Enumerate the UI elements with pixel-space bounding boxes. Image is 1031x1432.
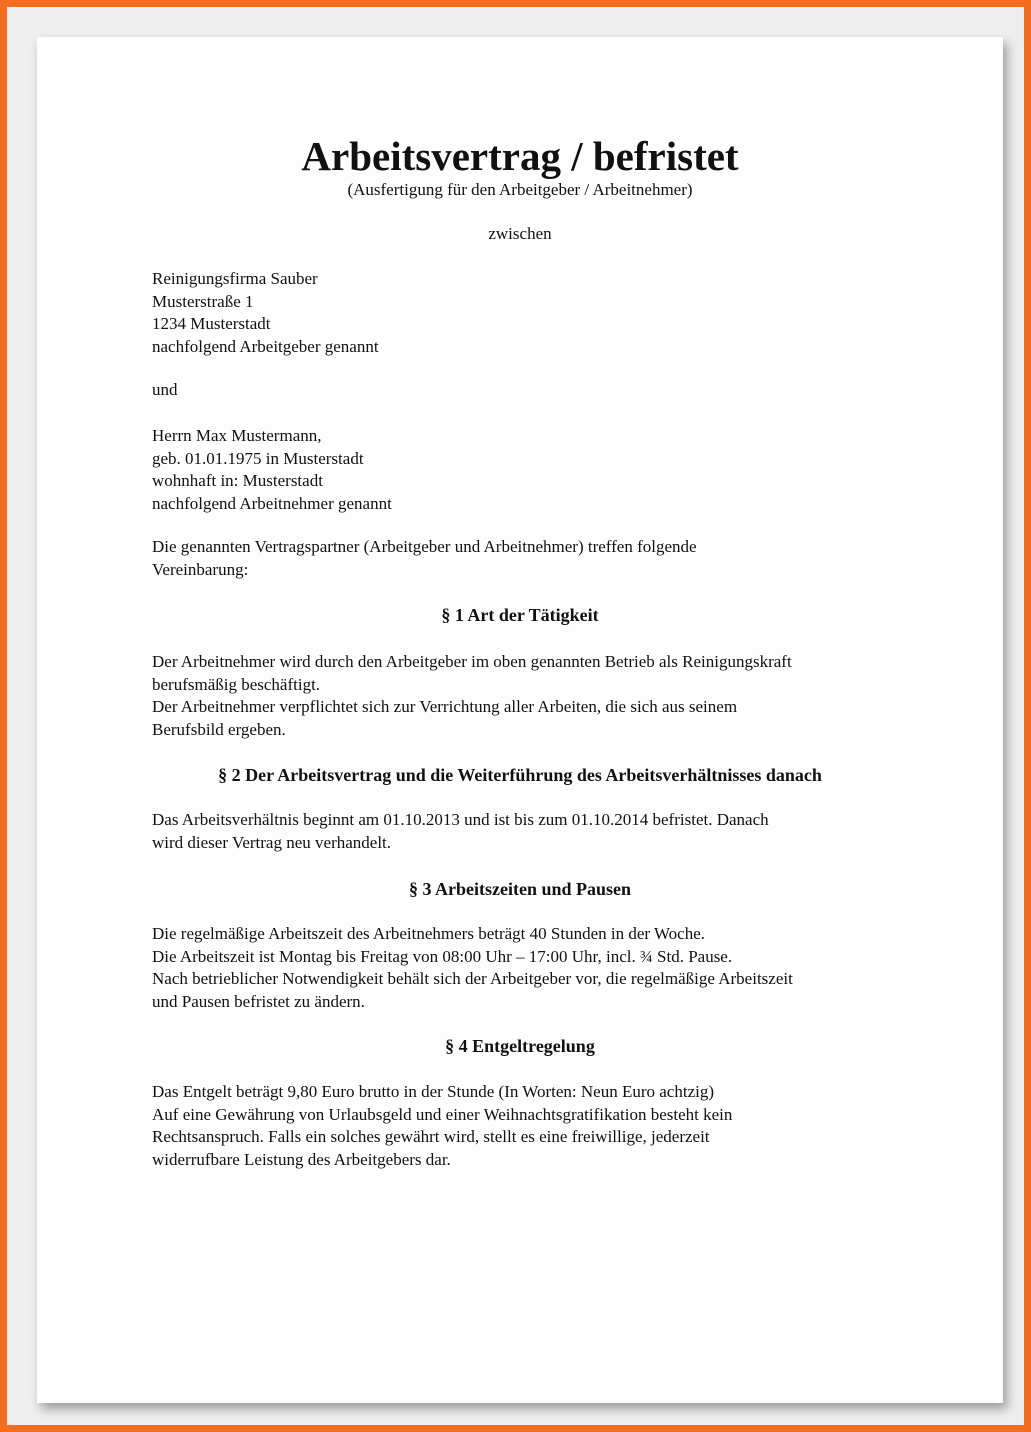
employee-block	[152, 425, 892, 515]
section-line: Das Entgelt beträgt 9,80 Euro brutto in der Stunde (In Worten: Neun Euro achtzig)	[152, 1082, 715, 1101]
document-page	[37, 37, 1003, 1403]
section-4-heading: § 4 Entgeltregelung	[445, 1036, 595, 1056]
section-line: Der Arbeitnehmer verpflichtet sich zur Verrichtung aller Arbeiten, die sich aus seinem	[152, 697, 738, 716]
section-line: Das Arbeitsverhältnis beginnt am 01.10.2013 und ist bis zum 01.10.2014 befristet. Danach	[152, 810, 769, 829]
employer-line: 1234 Musterstadt	[152, 314, 271, 333]
section-3-body	[152, 923, 892, 1013]
section-line: und Pausen befristet zu ändern.	[152, 991, 365, 1011]
employer-line: Reinigungsfirma Sauber	[152, 269, 318, 288]
section-line: Die Arbeitszeit ist Montag bis Freitag von 08:00 Uhr – 17:00 Uhr, incl. ¾ Std. Pause.	[152, 946, 733, 966]
intro-line: Vereinbarung:	[152, 559, 249, 579]
document-subtitle: (Ausfertigung für den Arbeitgeber / Arbeitnehmer)	[347, 180, 693, 199]
section-line: Rechtsanspruch. Falls ein solches gewährt wird, stellt es eine freiwillige, jederzeit	[152, 1127, 710, 1146]
employer-line: Musterstraße 1	[152, 291, 254, 311]
employee-line: wohnhaft in: Musterstadt	[152, 471, 323, 490]
section-line: berufsmäßig beschäftigt.	[152, 674, 321, 694]
section-4-body	[152, 1081, 892, 1171]
employee-line: geb. 01.01.1975 in Musterstadt	[152, 448, 364, 468]
and-block	[152, 379, 892, 402]
section-3-heading: § 3 Arbeitszeiten und Pausen	[408, 879, 631, 899]
employee-line: nachfolgend Arbeitnehmer genannt	[152, 493, 392, 513]
section-line: widerrufbare Leistung des Arbeitgebers dar.	[152, 1149, 451, 1169]
section-1-body	[152, 651, 892, 741]
section-line: wird dieser Vertrag neu verhandelt.	[152, 832, 392, 852]
section-2-body	[152, 809, 892, 854]
section-line: Berufsbild ergeben.	[152, 719, 286, 739]
section-2-heading: § 2 Der Arbeitsvertrag und die Weiterführung des Arbeitsverhältnisses danach	[218, 765, 822, 785]
section-line: Nach betrieblicher Notwendigkeit behält sich der Arbeitgeber vor, die regelmäßige Arbeitszeit	[152, 969, 793, 988]
intro-line: Die genannten Vertragspartner (Arbeitgeber und Arbeitnehmer) treffen folgende	[152, 537, 697, 556]
intro-paragraph	[152, 536, 892, 581]
employer-block	[152, 268, 892, 358]
between-label: zwischen	[488, 224, 552, 243]
and-label: und	[152, 380, 178, 399]
section-1-heading: § 1 Art der Tätigkeit	[441, 605, 599, 625]
section-line: Der Arbeitnehmer wird durch den Arbeitgeber im oben genannten Betrieb als Reinigungskraft	[152, 652, 792, 671]
employee-line: Herrn Max Mustermann,	[152, 426, 322, 445]
document-title: Arbeitsvertrag / befristet	[301, 133, 739, 179]
section-line: Die regelmäßige Arbeitszeit des Arbeitnehmers beträgt 40 Stunden in der Woche.	[152, 924, 706, 943]
employer-line: nachfolgend Arbeitgeber genannt	[152, 336, 379, 356]
section-line: Auf eine Gewährung von Urlaubsgeld und einer Weihnachtsgratifikation besteht kein	[152, 1104, 733, 1124]
